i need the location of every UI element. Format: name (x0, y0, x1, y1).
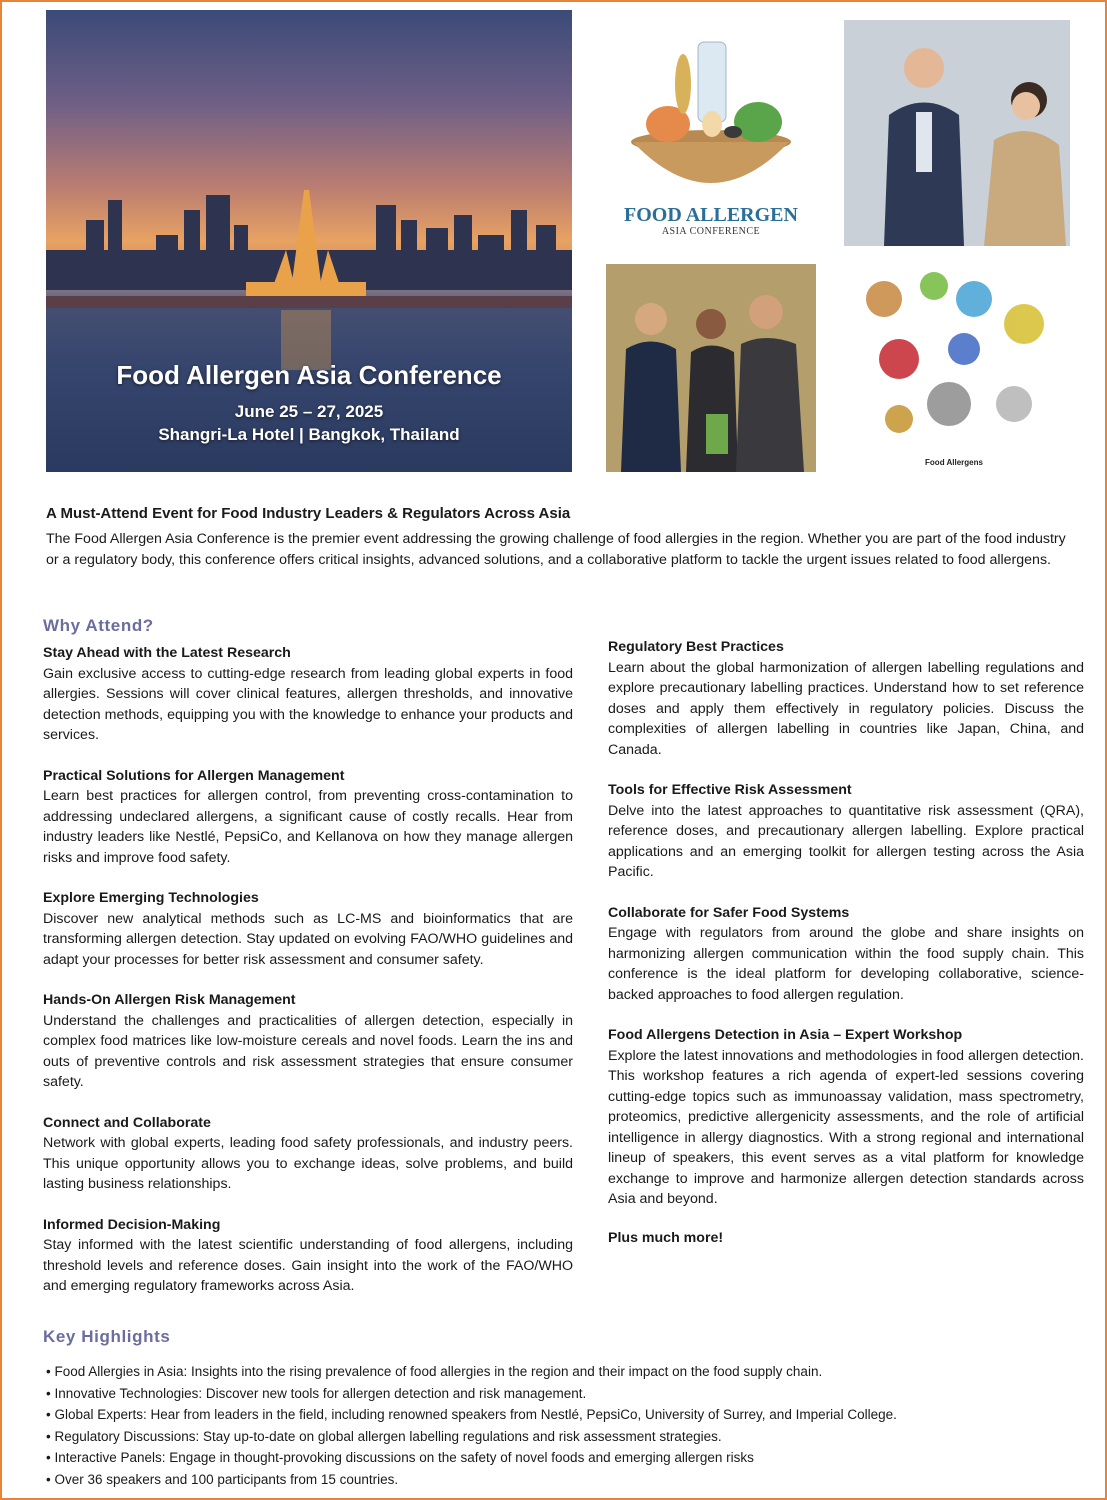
benefit-text: Gain exclusive access to cutting-edge research from leading global experts in food allergies. Sessions will cover clinical features, allergen thresholds, and innovative detection methods, equipping you with the knowledge to enhance your products and services. (43, 665, 573, 743)
benefit-heading: Hands-On Allergen Risk Management (43, 992, 296, 1008)
key-highlights-title: Key Highlights (43, 1327, 171, 1346)
benefit-heading: Connect and Collaborate (43, 1114, 211, 1131)
molecule-icon (854, 264, 1054, 454)
intro-heading: A Must-Attend Event for Food Industry Leaders & Regulators Across Asia (46, 505, 571, 522)
benefit-item (608, 780, 1084, 883)
benefit-heading: Practical Solutions for Allergen Management (43, 767, 345, 784)
why-attend-right-column (608, 637, 1084, 1246)
benefit-item (43, 643, 573, 746)
benefit-heading: Tools for Effective Risk Assessment (608, 782, 852, 798)
benefit-text: Stay informed with the latest scientific understanding of food allergens, including threshold levels and reference doses. Gain insight into the work of the FAO/WHO and emerging regulatory frameworks across Asia. (43, 1237, 573, 1294)
hero-title: Food Allergen Asia Conference (116, 360, 502, 390)
list-item: • Food Allergies in Asia: Insights into the rising prevalence of food allergies in the region and their impact on the food supply chain. (46, 1361, 1086, 1383)
why-attend-title: Why Attend? (43, 616, 154, 635)
benefit-text: Discover new analytical methods such as LC-MS and bioinformatics that are transforming allergen detection. Stay updated on evolving FAO/WHO guidelines and adapt your processes for better risk assessment and consumer safety. (43, 910, 573, 968)
hero-venue: Shangri-La Hotel | Bangkok, Thailand (158, 425, 460, 444)
benefit-text: Explore the latest innovations and methodologies in food allergen detection. This workshop features a rich agenda of expert-led sessions covering cutting-edge topics such as immunoassay validation, mass spectrometry, proteomics, predictive allergenicity assessments, and the role of artificial intelligence in allergy diagnostics. With a strong regional and international lineup of speakers, this event serves as a vital platform for knowledge exchange to improve and harmonize allergen detection standards across Asia and beyond. (608, 1047, 1084, 1207)
benefit-text: Learn about the global harmonization of allergen labelling regulations and explore precautionary labelling practices. Understand how to set reference doses and apply them effectively in regulatory policies. Discuss the complexities of allergen labelling in countries like Japan, China, and Canada. (608, 659, 1084, 758)
benefit-heading: Stay Ahead with the Latest Research (43, 645, 291, 661)
benefit-text: Engage with regulators from around the globe and share insights on harmonizing allergen communication within the food supply chain. This conference is the ideal platform for developing collaborative, science-backed approaches to food allergen regulation. (608, 925, 1084, 1003)
benefit-heading: Explore Emerging Technologies (43, 890, 259, 906)
benefit-heading: Regulatory Best Practices (608, 639, 784, 655)
benefit-item (608, 637, 1084, 760)
benefit-text: Delve into the latest approaches to quantitative risk assessment (QRA), reference doses, and precautionary allergen labelling. Explore practical applications and an emerging toolkit for allergen testing across the Asia Pacific. (608, 802, 1084, 880)
benefit-item (608, 1025, 1084, 1210)
list-item: • Innovative Technologies: Discover new tools for allergen detection and risk management. (46, 1383, 1086, 1405)
list-item: • Interactive Panels: Engage in thought-provoking discussions on the safety of novel foods and emerging allergen risks (46, 1447, 1086, 1469)
benefit-item (608, 903, 1084, 1006)
allergen-molecules-image (854, 264, 1054, 472)
benefit-item (43, 1215, 573, 1297)
benefit-item (43, 990, 573, 1093)
benefit-text: Learn best practices for allergen control, from preventing cross-contamination to addressing undeclared allergens, a significant cause of costly recalls. Hear from industry leaders like Nestlé, PepsiCo, and Kellanova on how they manage allergen risks and improve food safety. (43, 788, 573, 866)
plus-more-text: Plus much more! (608, 1229, 724, 1246)
key-highlights-list (46, 1361, 1086, 1490)
molecules-caption: Food Allergens (925, 458, 983, 467)
list-item: • Over 36 speakers and 100 participants from 15 countries. (46, 1469, 1086, 1491)
people-photo-illustration (606, 264, 816, 472)
benefit-item (43, 766, 573, 869)
logo-name: FOOD ALLERGEN (624, 204, 798, 226)
networking-photo (844, 20, 1070, 246)
hero-image (46, 10, 572, 472)
logo-subtitle: ASIA CONFERENCE (661, 226, 761, 237)
why-attend-left-column (43, 643, 573, 1317)
benefit-item (43, 1113, 573, 1195)
workshop-photo (606, 264, 816, 472)
list-item: • Regulatory Discussions: Stay up-to-date on global allergen labelling regulations and risk assessment strategies. (46, 1426, 1086, 1448)
benefit-text: Network with global experts, leading food safety professionals, and industry peers. This unique opportunity allows you to exchange ideas, solve problems, and build lasting business relationships. (43, 1135, 573, 1192)
benefit-item (43, 888, 573, 970)
intro-body: The Food Allergen Asia Conference is the premier event addressing the growing challenge of food allergies in the region. Whether you are part of the food industry or a regulatory body, this conference offers critical insights, advanced solutions, and a collaborative platform to tackle the urgent issues related to food allergens. (46, 531, 1066, 568)
benefit-text: Understand the challenges and practicalities of allergen detection, especially in complex food matrices like low-moisture cereals and novel foods. Learn the ins and outs of preventive controls and risk assessment strategies that ensure consumer safety. (43, 1012, 573, 1090)
benefit-heading: Collaborate for Safer Food Systems (608, 904, 850, 921)
list-item: • Global Experts: Hear from leaders in the field, including renowned speakers from Nestlé, PepsiCo, University of Surrey, and Imperial College. (46, 1404, 1086, 1426)
benefit-heading: Informed Decision-Making (43, 1216, 221, 1233)
hero-dates: June 25 – 27, 2025 (234, 402, 384, 421)
conference-logo (608, 24, 814, 242)
food-bowl-icon (608, 24, 814, 202)
benefit-heading: Food Allergens Detection in Asia – Expert Workshop (608, 1027, 963, 1043)
people-photo-illustration (844, 20, 1070, 246)
